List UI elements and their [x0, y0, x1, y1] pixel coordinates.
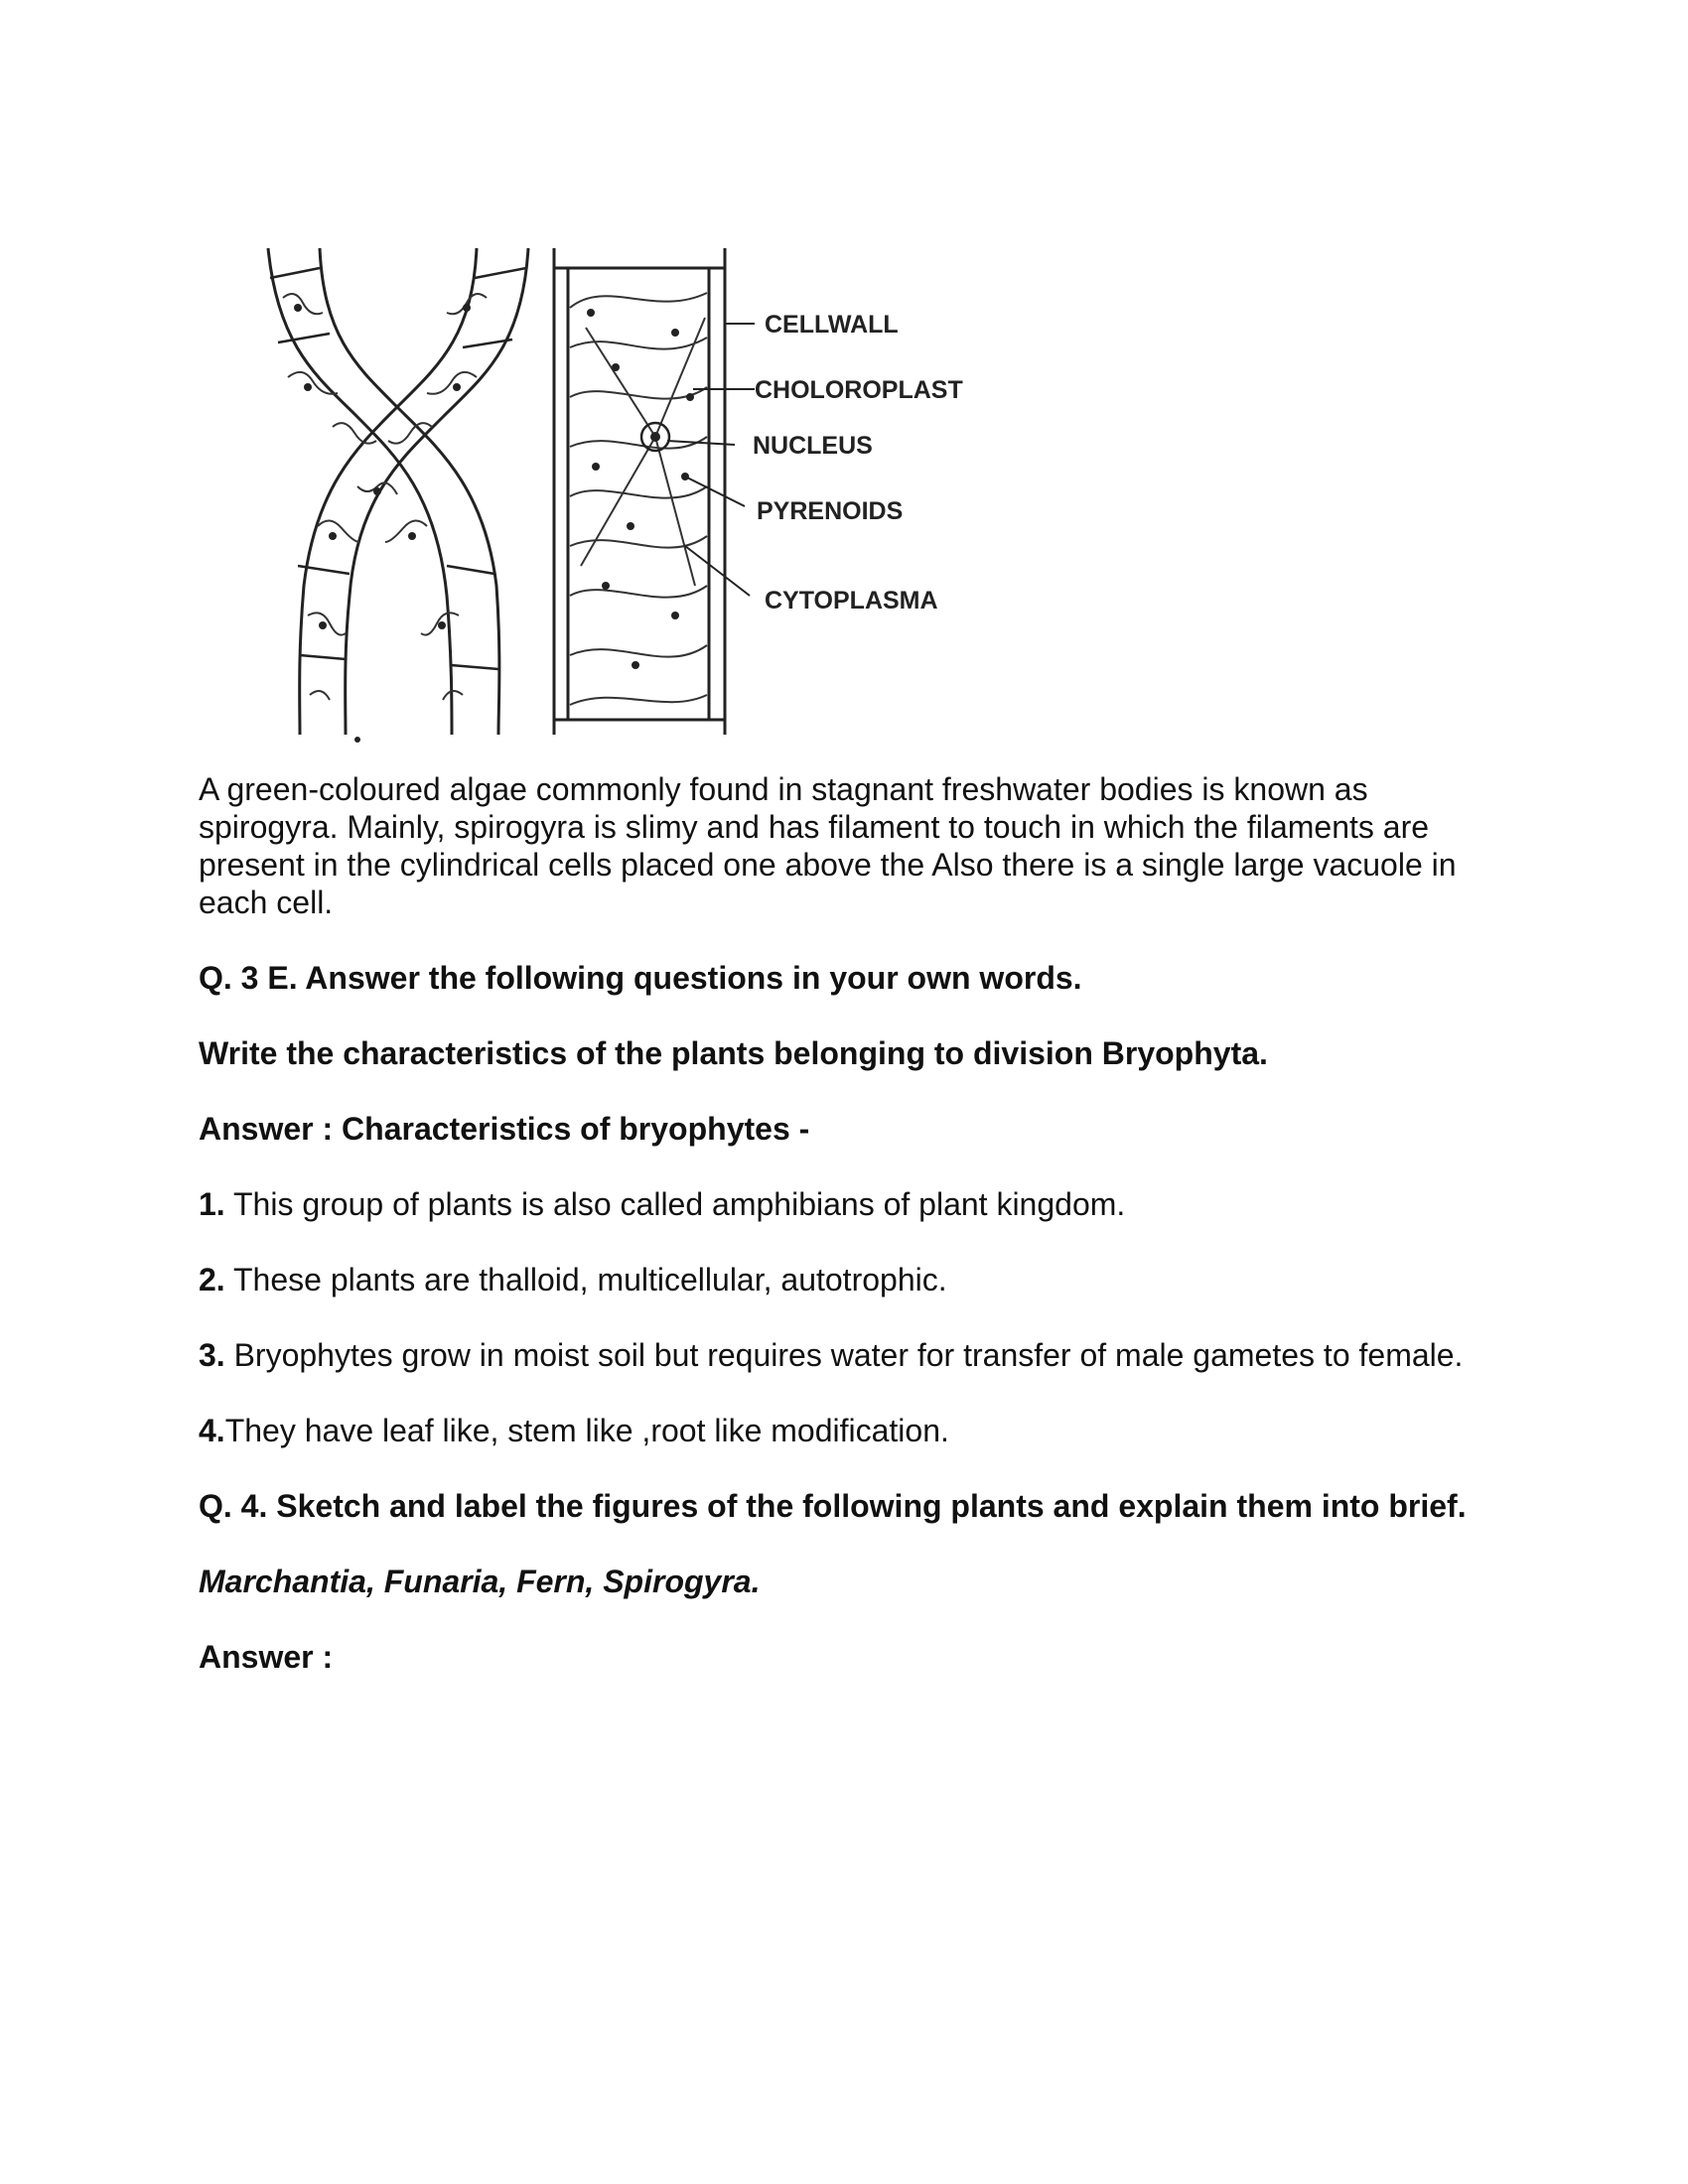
- label-nucleus: NUCLEUS: [753, 432, 873, 460]
- point-number: 4.: [199, 1413, 225, 1448]
- list-item: [199, 1185, 1499, 1223]
- q4-heading: Q. 4. Sketch and label the figures of the following plants and explain them into brief.: [199, 1488, 1467, 1524]
- q4-answer-label: Answer :: [199, 1639, 334, 1675]
- cell-pyrenoids: [587, 309, 694, 669]
- point-text: This group of plants is also called amphibians of plant kingdom.: [224, 1186, 1126, 1222]
- q3e-answer-heading: Answer : Characteristics of bryophytes -: [199, 1111, 810, 1147]
- point-number: 2.: [199, 1262, 225, 1297]
- q3e-question: Write the characteristics of the plants belonging to division Bryophyta.: [199, 1035, 1268, 1071]
- chloroplast-ribbons: [570, 293, 707, 705]
- q4-plants: Marchantia, Funaria, Fern, Spirogyra.: [199, 1564, 761, 1599]
- point-number: 3.: [199, 1337, 225, 1373]
- list-item: [199, 1412, 1499, 1449]
- spirogyra-figure: [238, 238, 993, 745]
- label-pyrenoids: PYRENOIDS: [757, 497, 904, 525]
- list-item: [199, 1261, 1499, 1298]
- filament-crosswalls: [270, 268, 526, 669]
- label-chloroplast: CHOLOROPLAST: [755, 376, 963, 404]
- filament-chloroplasts: [283, 294, 487, 700]
- label-cytoplasma: CYTOPLASMA: [765, 587, 938, 614]
- label-cellwall: CELLWALL: [765, 311, 899, 339]
- point-text: They have leaf like, stem like ,root like modification.: [224, 1413, 949, 1448]
- twisted-filaments: [268, 248, 528, 735]
- leader-lines: [667, 324, 755, 596]
- spirogyra-diagram: [238, 238, 993, 745]
- point-text: Bryophytes grow in moist soil but requires water for transfer of male gametes to female.: [224, 1337, 1464, 1373]
- q3e-heading: Q. 3 E. Answer the following questions in your own words.: [199, 960, 1082, 996]
- main-content: [199, 770, 1499, 1713]
- list-item: [199, 1336, 1499, 1374]
- intro-paragraph: A green-coloured algae commonly found in stagnant freshwater bodies is known as spirogyra. Mainly, spirogyra is slimy and has filament to touch in which the filaments are present in the cylindrical cells placed one above the Also there is a single large vacuole in each cell.: [199, 771, 1457, 920]
- point-number: 1.: [199, 1186, 225, 1222]
- point-text: These plants are thalloid, multicellular, autotrophic.: [224, 1262, 947, 1297]
